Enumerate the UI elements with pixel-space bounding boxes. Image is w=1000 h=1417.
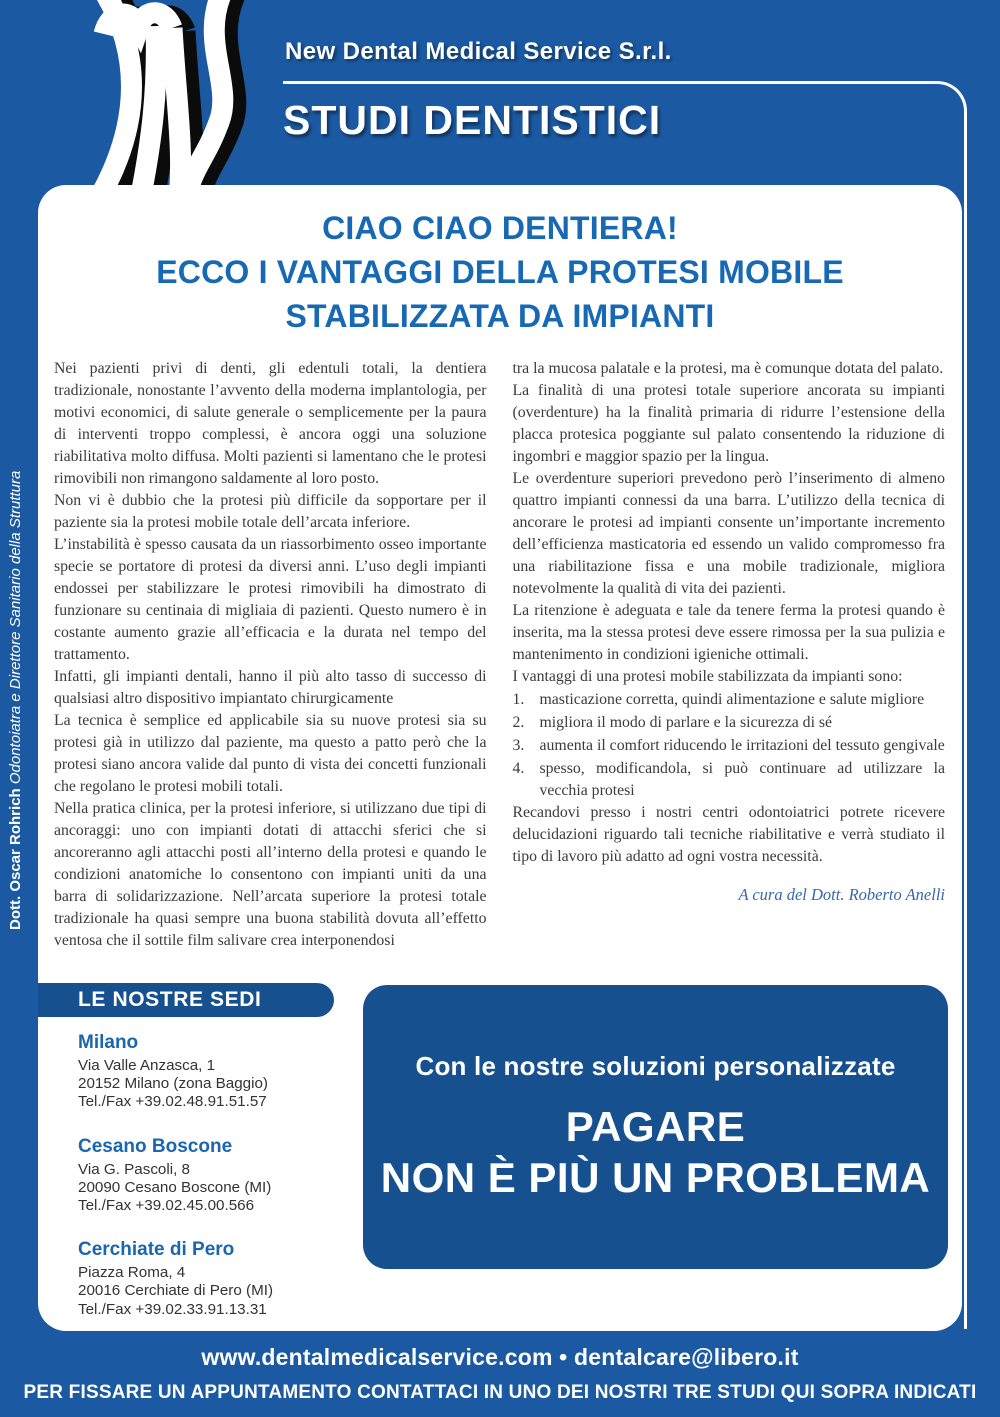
- location-city: Cesano Boscone: [78, 1135, 233, 1157]
- locations-heading: LE NOSTRE SEDI: [38, 983, 334, 1017]
- location-address-1: Via Valle Anzasca, 1: [78, 1057, 216, 1074]
- footer-cta: PER FISSARE UN APPUNTAMENTO CONTATTACI IN UNO DEI NOSTRI TRE STUDI QUI SOPRA INDICATI: [23, 1382, 977, 1403]
- paragraph: tra la mucosa palatale e la protesi, ma è comunque dotata del palato.: [512, 360, 944, 377]
- promo-box: [363, 985, 948, 1269]
- advantage-item: [513, 758, 946, 802]
- article-body: [38, 358, 962, 1002]
- location-address-2: 20016 Cerchiate di Pero (MI): [78, 1282, 273, 1300]
- article-title-line-1: CIAO CIAO DENTIERA!: [322, 210, 678, 246]
- location-address-1: Piazza Roma, 4: [78, 1264, 186, 1282]
- promo-line-3: NON È PIÙ UN PROBLEMA: [380, 1153, 931, 1201]
- paragraph: Nei pazienti privi di denti, gli edentuli totali, la dentiera tradizionale, nonostante l’avvento della moderna implantologia, per motivi economici, di salute generale o semplicemente per la paura di interventi troppo complessi, è ancora oggi una soluzione riabilitativa molto diffusa. Molti pazienti si lamentano che le protesi rimovibili non rimangono saldamente al loro posto.: [54, 360, 487, 487]
- location-city: Cerchiate di Pero: [78, 1239, 235, 1261]
- paragraph: La ritenzione è adeguata e tale da tenere ferma la protesi quando è inserita, ma la stessa protesi deve essere rimossa per la sua pulizia e mantenimento in condizioni igieniche ottimali.: [512, 602, 945, 663]
- advantage-item: [513, 712, 946, 734]
- article-column-left: [54, 358, 487, 1002]
- footer: [0, 1344, 1000, 1404]
- paragraph: Non vi è dubbio che la protesi più difficile da sopportare per il paziente sia la protesi mobile totale dell’arcata inferiore.: [54, 492, 487, 531]
- location-city: Milano: [78, 1032, 139, 1053]
- advantage-text: masticazione corretta, quindi alimentazione e salute migliore: [539, 691, 925, 708]
- company-name: New Dental Medical Service S.r.l.: [285, 38, 672, 65]
- tooth-logo-icon: [52, 0, 264, 188]
- advantage-item: [513, 689, 946, 711]
- location-phone: Tel./Fax +39.02.48.91.51.57: [78, 1093, 267, 1111]
- closing-paragraph: Recandovi presso i nostri centri odontoiatrici potrete ricevere delucidazioni riguardo tali tecniche riabilitative e verrà studiato il tipo di lavoro più adatto ad ogni vostra necessità.: [512, 804, 945, 865]
- advantage-number: 2.: [512, 714, 525, 731]
- locations-list: [78, 1031, 348, 1342]
- article-title-line-2: ECCO I VANTAGGI DELLA PROTESI MOBILE: [156, 254, 844, 290]
- advantage-number: 4.: [512, 760, 525, 777]
- header: [0, 0, 1000, 185]
- paragraph: La tecnica è semplice ed applicabile sia su nuove protesi sia su protesi già in utilizzo dal paziente, ma questo a patto però che la protesi siano ancora valide dal punto di vista dei concetti funzionali che regolano le protesi mobili totali.: [54, 712, 487, 795]
- location-address-1: Via G. Pascoli, 8: [78, 1160, 190, 1178]
- article-title: [38, 206, 962, 338]
- vertical-credit: [7, 450, 24, 950]
- paragraph: La finalità di una protesi totale superiore ancorata su impianti (overdenture) ha la finalità primaria di ridurre l’estensione della placca protesica poggiante sul palato consentendo la riduzione di ingombri e maggior spazio per la lingua.: [512, 382, 945, 465]
- content-card: [38, 185, 962, 1331]
- location-item: [78, 1031, 348, 1112]
- advantages-intro: I vantaggi di una protesi mobile stabilizzata da impianti sono:: [512, 668, 903, 685]
- advantage-text: aumenta il comfort riducendo le irritazioni del tessuto gengivale: [539, 737, 945, 754]
- advantage-text: spesso, modificandola, si può continuare ad utilizzare la vecchia protesi: [539, 760, 945, 799]
- paragraph: L’instabilità è spesso causata da un riassorbimento osseo importante specie se portatore di protesi da diversi anni. L’uso degli impianti endossei per stabilizzare le protesi rimovibili ha dimostrato di funzionare su centinaia di migliaia di pazienti. Questo numero è in costante aumento grazie all’efficacia e la durata nel tempo del trattamento.: [54, 536, 487, 663]
- header-subtitle: STUDI DENTISTICI: [283, 97, 662, 143]
- paragraph: Le overdenture superiori prevedono però l’inserimento di almeno quattro impianti connessi da una barra. L’utilizzo della tecnica di ancorare le protesi ad impianti consente un’importante incremento dell’efficienza masticatoria ed essendo un valido compromesso fra una riabilitazione fissa e una mobile tradizionale, migliora notevolmente la qualità di vita dei pazienti.: [512, 470, 945, 597]
- doctor-role: Odontoiatra e Direttore Sanitario della Struttura: [7, 470, 24, 784]
- article-column-right: [513, 358, 946, 1002]
- location-phone: Tel./Fax +39.02.45.00.566: [78, 1197, 255, 1215]
- paragraph: Nella pratica clinica, per la protesi inferiore, si utilizzano due tipi di ancoraggi: uno con impianti dotati di attacchi sferici che si ancoreranno agli attacchi posti all’interno della protesi e quando le condizioni anatomiche lo consentono con impianti uniti da una barra di solidarizzazione. Nell’arcata superiore la protesi totale tradizionale ha quasi sempre una buona stabilità dovuta all’effetto ventosa che il sottile film salivare crea interponendosi: [54, 800, 487, 949]
- advantage-number: 1.: [512, 691, 525, 708]
- byline: A cura del Dott. Roberto Anelli: [738, 885, 945, 904]
- promo-line-2: PAGARE: [565, 1102, 746, 1150]
- location-address-2: 20090 Cesano Boscone (MI): [78, 1178, 272, 1196]
- article-title-line-3: STABILIZZATA DA IMPIANTI: [285, 298, 715, 334]
- advantage-text: migliora il modo di parlare e la sicurezza di sé: [539, 714, 833, 731]
- doctor-name: Dott. Oscar Rohrich: [7, 788, 24, 930]
- location-address-2: 20152 Milano (zona Baggio): [78, 1075, 268, 1093]
- location-item: [78, 1238, 348, 1319]
- paragraph: Infatti, gli impianti dentali, hanno il più alto tasso di successo di qualsiasi altro dispositivo impiantato chirurgicamente: [54, 668, 487, 707]
- footer-contacts: www.dentalmedicalservice.com • dentalcare@libero.it: [201, 1344, 799, 1370]
- advantages-list: [513, 689, 946, 802]
- advantage-number: 3.: [512, 737, 525, 754]
- advantage-item: [513, 735, 946, 757]
- promo-line-1: Con le nostre soluzioni personalizzate: [415, 1050, 896, 1081]
- location-item: [78, 1135, 348, 1216]
- location-phone: Tel./Fax +39.02.33.91.13.31: [78, 1300, 267, 1318]
